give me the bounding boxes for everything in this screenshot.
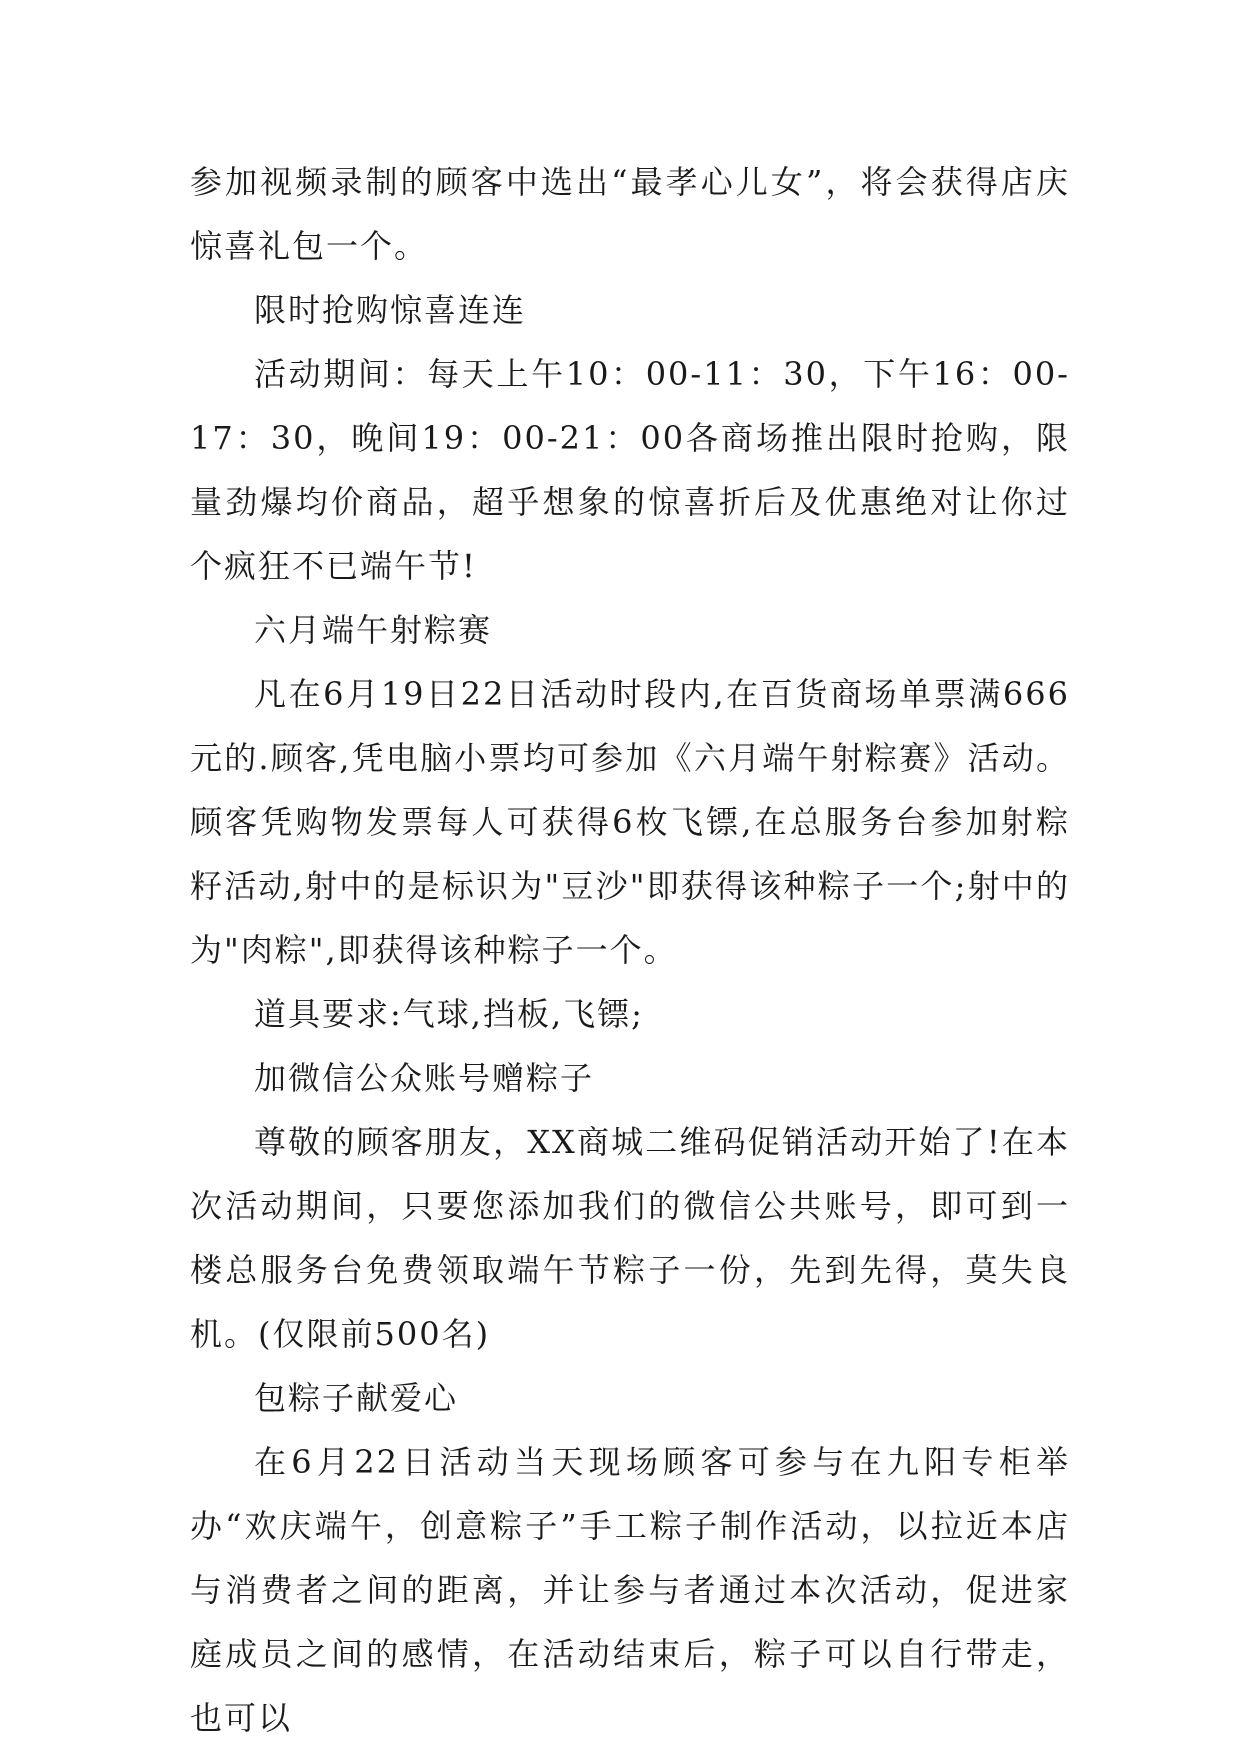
- document-body: [190, 150, 1070, 1750]
- paragraph-props: 道具要求:气球,挡板,飞镖;: [254, 995, 644, 1033]
- heading-flash-sale: 限时抢购惊喜连连: [254, 291, 527, 329]
- heading-zongzi-shooting: 六月端午射粽赛: [254, 611, 493, 649]
- paragraph-flash-sale: 活动期间：每天上午10：00-11：30，下午16：00-17：30，晚间19：00-21：00各商场推出限时抢购，限量劲爆均价商品，超乎想象的惊喜折后及优惠绝对让你过个疯狂不已端午节!: [190, 355, 1070, 585]
- heading-charity: 包粽子献爱心: [254, 1379, 459, 1417]
- heading-wechat: 加微信公众账号赠粽子: [254, 1059, 595, 1097]
- paragraph-charity: 在6月22日活动当天现场顾客可参与在九阳专柜举办“欢庆端午，创意粽子”手工粽子制作活动，以拉近本店与消费者之间的距离，并让参与者通过本次活动，促进家庭成员之间的感情，在活动结束后，粽子可以自行带走，也可以: [190, 1443, 1070, 1737]
- paragraph-wechat: 尊敬的顾客朋友，XX商城二维码促销活动开始了!在本次活动期间，只要您添加我们的微信公共账号，即可到一楼总服务台免费领取端午节粽子一份，先到先得，莫失良机。(仅限前500名): [190, 1123, 1070, 1353]
- paragraph-zongzi-shooting: 凡在6月19日22日活动时段内,在百货商场单票满666元的.顾客,凭电脑小票均可参加《六月端午射粽赛》活动。顾客凭购物发票每人可获得6枚飞镖,在总服务台参加射粽籽活动,射中的是标识为"豆沙"即获得该种粽子一个;射中的为"肉粽",即获得该种粽子一个。: [190, 675, 1070, 969]
- paragraph-1: 参加视频录制的顾客中选出“最孝心儿女”，将会获得店庆惊喜礼包一个。: [190, 163, 1070, 265]
